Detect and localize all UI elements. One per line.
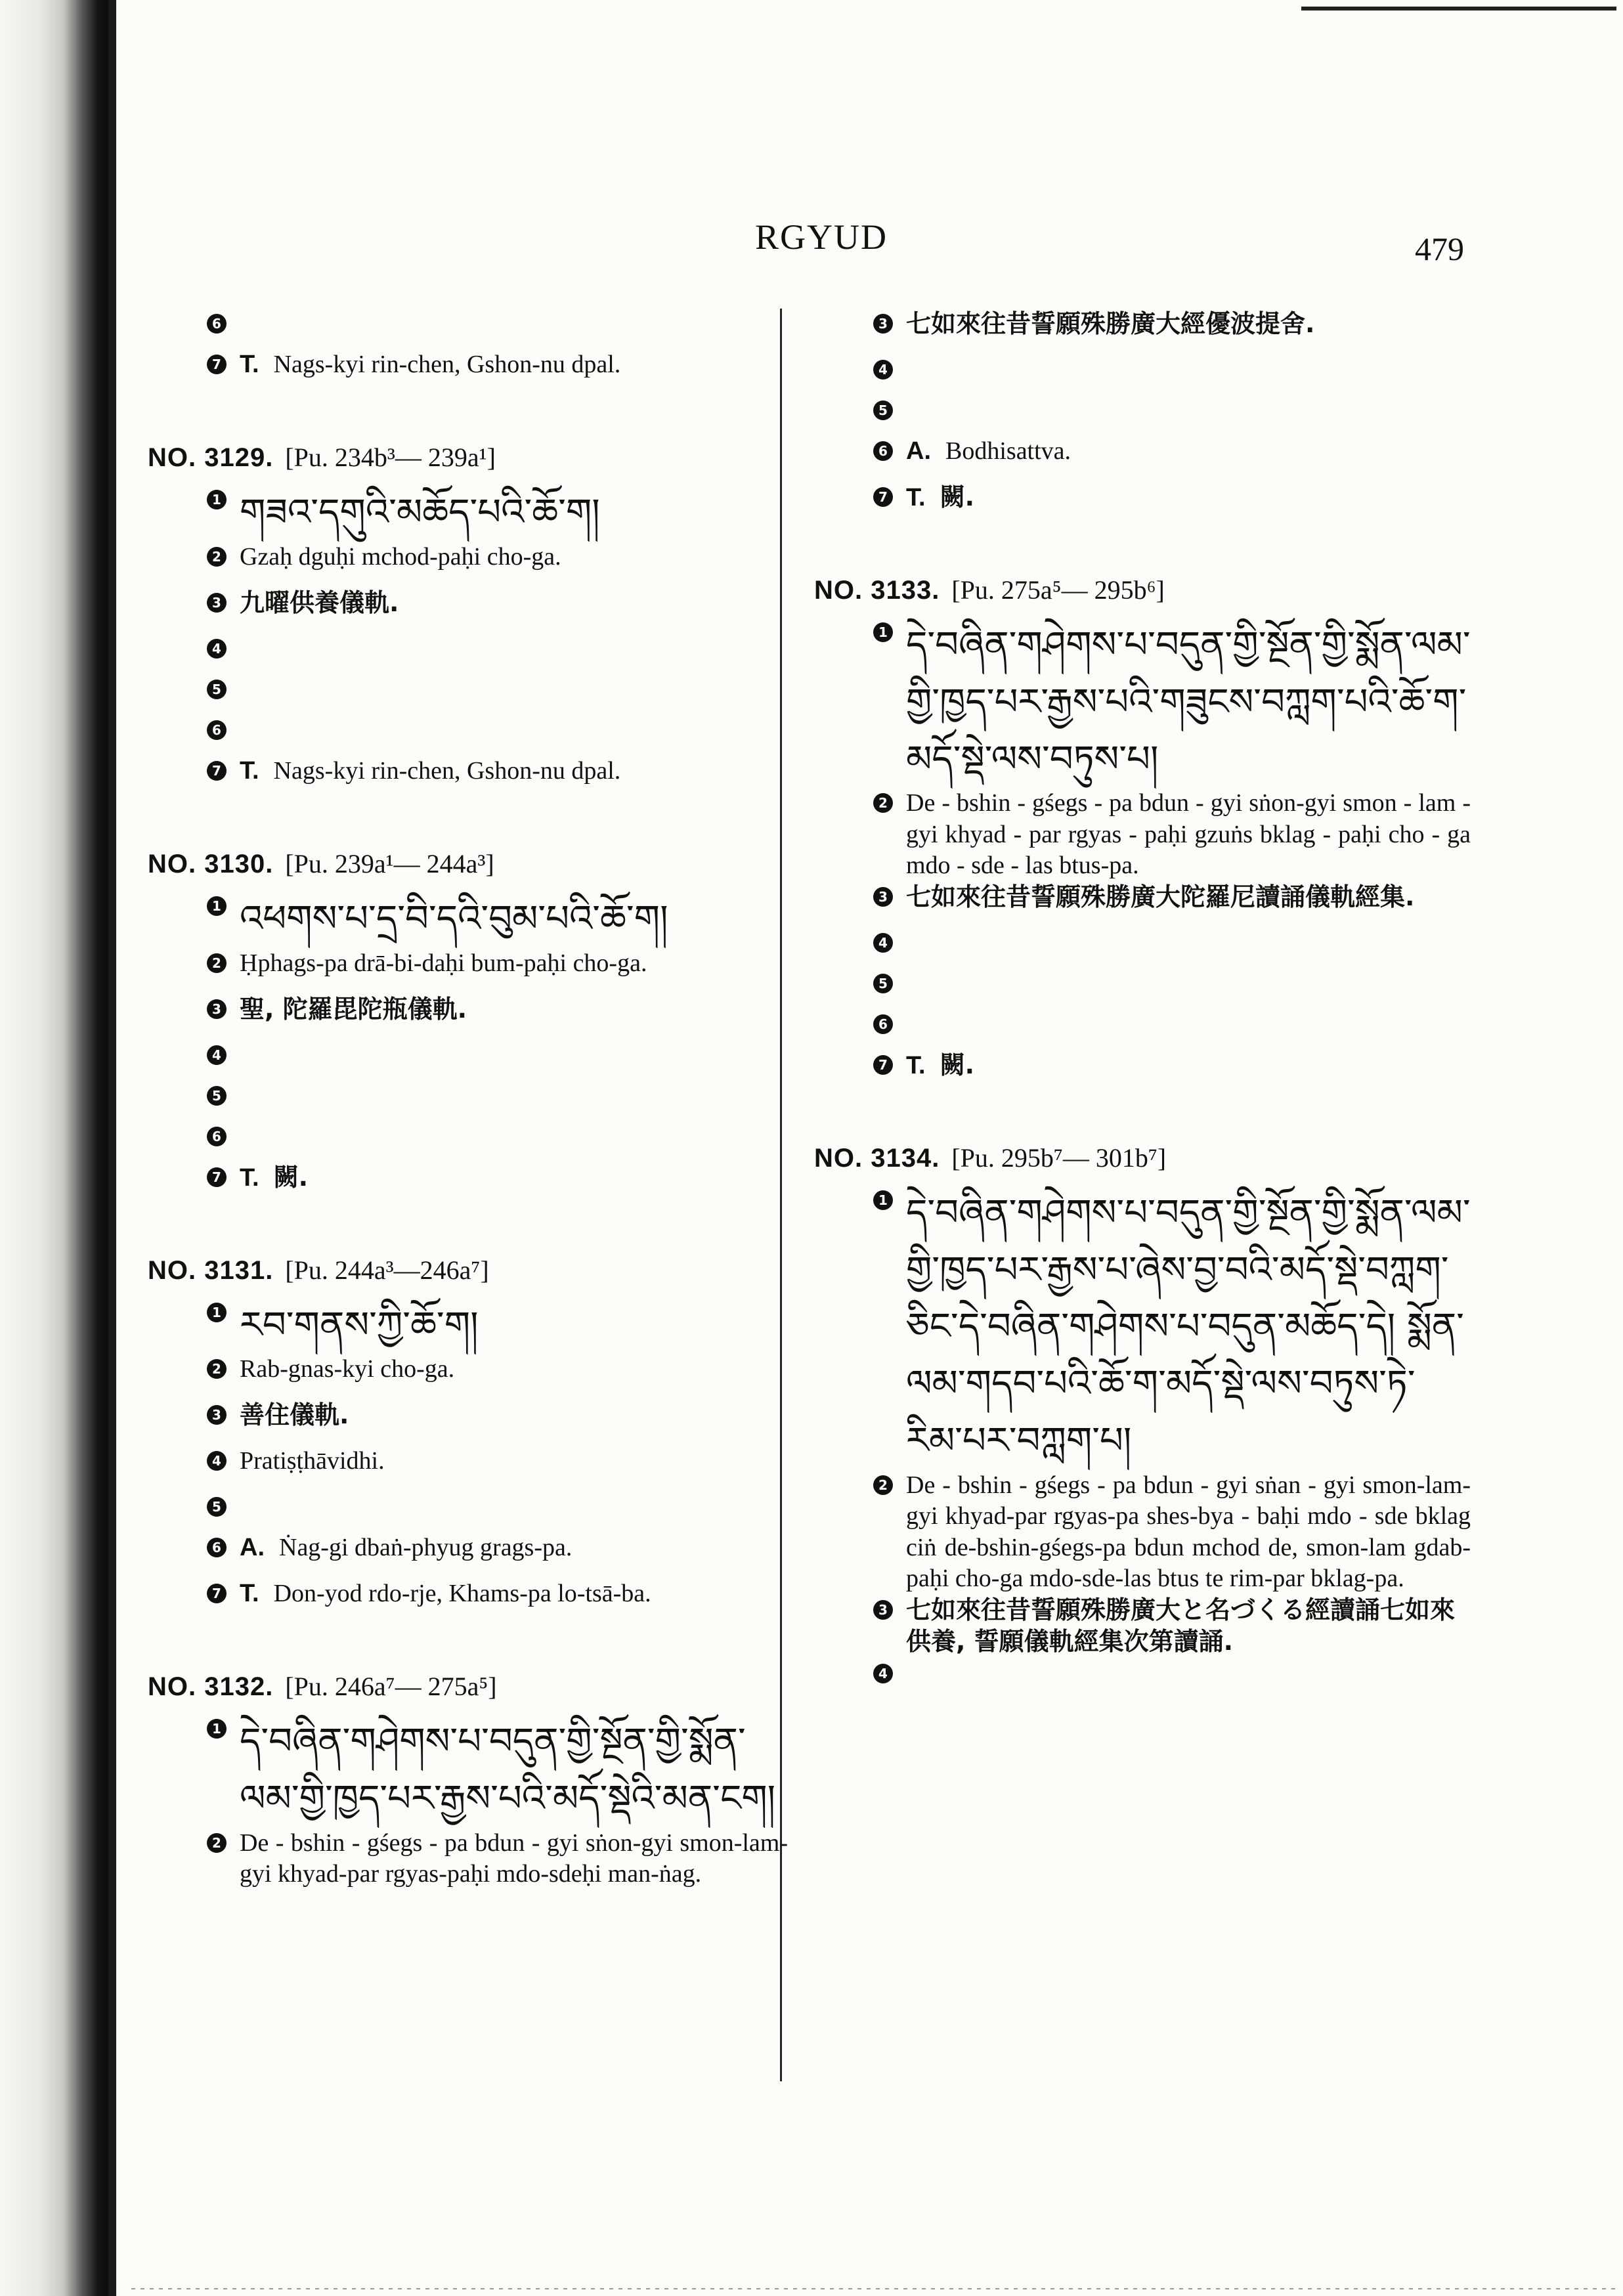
field-prefix: T. — [240, 756, 259, 785]
entry-field — [148, 994, 788, 1040]
entry-field — [148, 1354, 788, 1400]
field-number-marker: 4 — [873, 1664, 893, 1683]
entry-field — [148, 309, 788, 349]
field-text: De - bshin - gśegs - pa bdun - gyi sṅan - gyi smon-lam-gyi khyad-par rgyas-pa shes-bya - baḥi mdo - sde bklag ciṅ de-bshin-gśegs-pa bdun mchod de, smon-lam gdab-paḥi cho-ga mdo-sde-las btus te rim-par bklag-pa. — [906, 1471, 1471, 1593]
entry-field — [814, 436, 1471, 482]
entry-field — [148, 1446, 788, 1492]
field-number-marker: 7 — [873, 487, 893, 507]
field-prefix: A. — [240, 1534, 265, 1562]
field-text: Ṅag-gi dbaṅ-phyug grags-pa. — [279, 1534, 573, 1562]
field-number-marker: 7 — [207, 761, 227, 781]
tibetan-title: འཕགས་པ་དྲ་བི་དའི་བུམ་པའི་ཆོ་ག། — [240, 897, 668, 940]
entry-field — [814, 1658, 1471, 1699]
field-number-marker: 1 — [207, 1303, 227, 1322]
entry-number: NO. 3132. — [148, 1672, 274, 1702]
bottom-edge-rule — [131, 2288, 1615, 2289]
field-number-marker: 7 — [207, 1167, 227, 1187]
book-gutter-edge — [108, 0, 116, 2296]
field-number-marker: 3 — [207, 1405, 227, 1425]
field-prefix: T. — [240, 1580, 259, 1608]
chinese-title: 闕. — [273, 1162, 308, 1192]
entry-field — [814, 482, 1471, 528]
field-number-marker: 4 — [207, 639, 227, 659]
field-number-marker: 6 — [207, 1538, 227, 1557]
entry-field — [814, 882, 1471, 928]
entry-number: NO. 3131. — [148, 1255, 274, 1285]
entry-field — [148, 1040, 788, 1081]
field-number-marker: 2 — [207, 1833, 227, 1853]
chinese-title: 聖, 陀羅毘陀瓶儀軌. — [240, 994, 467, 1024]
field-prefix: T. — [906, 1051, 926, 1079]
field-number-marker: 7 — [873, 1055, 893, 1075]
entry-field — [148, 1297, 788, 1354]
entry-field — [148, 715, 788, 756]
field-number-marker: 5 — [873, 974, 893, 993]
field-number-marker: 6 — [873, 1014, 893, 1034]
field-number-marker: 5 — [207, 1497, 227, 1517]
entry-field — [148, 674, 788, 715]
entry-field — [814, 355, 1471, 395]
field-text: Rab-gnas-kyi cho-ga. — [240, 1355, 455, 1383]
entry-field — [814, 395, 1471, 436]
entry-field — [814, 1595, 1471, 1658]
entry-field — [148, 891, 788, 948]
entry-field — [814, 1470, 1471, 1595]
page-number: 479 — [1415, 230, 1464, 267]
chinese-title: 七如來往昔誓願殊勝廣大陀羅尼讀誦儀軌經集. — [906, 882, 1415, 911]
field-number-marker: 3 — [207, 593, 227, 613]
entry-number: NO. 3130. — [148, 849, 274, 878]
field-number-marker: 1 — [207, 896, 227, 916]
field-number-marker: 5 — [207, 1086, 227, 1106]
entry-field — [148, 1081, 788, 1121]
entry-heading — [148, 1254, 788, 1287]
entry-heading — [148, 1670, 788, 1703]
running-head: RGYUD — [755, 217, 888, 257]
field-number-marker: 2 — [207, 547, 227, 567]
field-number-marker: 3 — [207, 999, 227, 1019]
field-number-marker: 6 — [207, 314, 227, 334]
entry-field — [148, 756, 788, 802]
entry-heading — [814, 1142, 1471, 1175]
field-number-marker: 2 — [873, 1475, 893, 1495]
tibetan-title: རབ་གནས་ཀྱི་ཆོ་ག། — [240, 1303, 479, 1347]
field-text: Nags-kyi rin-chen, Gshon-nu dpal. — [273, 351, 621, 378]
book-spine-shadow — [0, 0, 115, 2296]
chinese-title: 九曜供養儀軌. — [240, 588, 399, 617]
entry-heading — [148, 441, 788, 474]
entry-field — [148, 542, 788, 588]
entry-field — [148, 1714, 788, 1828]
entry-folio-ref: [Pu. 239a¹— 244a³] — [285, 848, 494, 878]
entry-heading — [148, 848, 788, 880]
entry-folio-ref: [Pu. 275a⁵— 295b⁶] — [951, 575, 1165, 605]
entry-field — [148, 1400, 788, 1446]
field-prefix: T. — [240, 1163, 259, 1192]
field-text: Bodhisattva. — [945, 437, 1071, 465]
entry-field — [148, 1828, 788, 1890]
entry-field — [148, 1162, 788, 1208]
entry-field — [148, 485, 788, 542]
field-number-marker: 1 — [873, 1190, 893, 1210]
field-number-marker: 1 — [207, 1719, 227, 1739]
field-number-marker: 3 — [873, 887, 893, 907]
chinese-title: 善住儀軌. — [240, 1400, 349, 1430]
entry-field — [814, 1185, 1471, 1470]
field-number-marker: 5 — [873, 401, 893, 420]
field-number-marker: 3 — [873, 1600, 893, 1620]
entry-field — [148, 1121, 788, 1162]
field-prefix: T. — [906, 484, 926, 511]
field-number-marker: 1 — [207, 490, 227, 509]
entry-field — [814, 617, 1471, 788]
field-number-marker: 6 — [207, 1127, 227, 1146]
tibetan-title: དེ་བཞིན་གཤེགས་པ་བདུན་གྱི་སྔོན་གྱི་སྨོན་ལམ་གྱི་ཁྱད་པར་རྒྱས་པའི་གཟུངས་བཀླག་པའི་ཆོ་ག་མདོ་སྡེ་ལས་བཏུས་པ། — [906, 624, 1471, 781]
field-text: Pratiṣṭhāvidhi. — [240, 1447, 385, 1475]
field-number-marker: 7 — [207, 1584, 227, 1603]
entry-field — [814, 1050, 1471, 1096]
field-number-marker: 2 — [207, 1359, 227, 1379]
entry-field — [814, 788, 1471, 882]
entry-folio-ref: [Pu. 234b³— 239a¹] — [285, 443, 496, 472]
tibetan-title: དེ་བཞིན་གཤེགས་པ་བདུན་གྱི་སྔོན་གྱི་སྨོན་ལམ་གྱི་ཁྱད་པར་རྒྱས་པ་ཞེས་བྱ་བའི་མདོ་སྡེ་བཀླག་ཅིང་དེ་བཞིན་གཤེགས་པ་བདུན་མཆོད་དེ། སྨོན་ལམ་གདབ་པའི་ཆོ་ག་མདོ་སྡེ་ལས་བཏུས་ཏེ་རིམ་པར་བཀླག་པ། — [906, 1191, 1471, 1463]
field-text: De - bshin - gśegs - pa bdun - gyi sṅon-gyi smon - lam - gyi khyad - par rgyas - paḥi gzuṅs bklag - paḥi cho - ga mdo - sde - las btus-pa. — [906, 789, 1471, 880]
field-prefix: A. — [906, 437, 931, 465]
entry-number: NO. 3129. — [148, 443, 274, 472]
field-number-marker: 4 — [207, 1451, 227, 1471]
entry-field — [148, 1532, 788, 1578]
entry-heading — [814, 574, 1471, 607]
field-number-marker: 7 — [207, 355, 227, 374]
entry-number: NO. 3134. — [814, 1143, 940, 1173]
entry-field — [148, 948, 788, 994]
entry-field — [814, 928, 1471, 968]
field-number-marker: 4 — [207, 1045, 227, 1065]
tibetan-title: དེ་བཞིན་གཤེགས་པ་བདུན་གྱི་སྔོན་གྱི་སྨོན་ལམ་གྱི་ཁྱད་པར་རྒྱས་པའི་མདོ་སྡེའི་མན་ངག། — [240, 1720, 776, 1821]
tibetan-title: གཟའ་དགུའི་མཆོད་པའི་ཆོ་ག། — [240, 491, 600, 534]
chinese-title: 七如來往昔誓願殊勝廣大經優波提舍. — [906, 309, 1315, 338]
field-text: De - bshin - gśegs - pa bdun - gyi sṅon-gyi smon-lam-gyi khyad-par rgyas-paḥi mdo-sdeḥi man-ṅag. — [240, 1829, 788, 1888]
entry-field — [814, 1009, 1471, 1050]
entry-field — [148, 1492, 788, 1532]
entry-field — [148, 1578, 788, 1624]
entry-field — [148, 349, 788, 395]
field-number-marker: 2 — [207, 953, 227, 973]
field-number-marker: 1 — [873, 622, 893, 642]
entry-folio-ref: [Pu. 246a⁷— 275a⁵] — [285, 1672, 497, 1702]
field-number-marker: 3 — [873, 314, 893, 334]
field-number-marker: 6 — [873, 441, 893, 461]
chinese-title: 七如來往昔誓願殊勝廣大と名づくる經讀誦七如來供養, 誓願儀軌經集次第讀誦. — [906, 1595, 1456, 1657]
field-text: Nags-kyi rin-chen, Gshon-nu dpal. — [273, 756, 621, 785]
field-text: Ḥphags-pa drā-bi-daḥi bum-paḥi cho-ga. — [240, 949, 647, 977]
chinese-title: 闕. — [940, 483, 974, 511]
field-number-marker: 4 — [873, 360, 893, 379]
entry-field — [814, 309, 1471, 355]
field-text: Don-yod rdo-rje, Khams-pa lo-tsā-ba. — [273, 1580, 651, 1608]
field-number-marker: 6 — [207, 720, 227, 740]
field-text: Gzaḥ dguḥi mchod-paḥi cho-ga. — [240, 542, 561, 571]
entry-field — [814, 968, 1471, 1009]
field-number-marker: 4 — [873, 933, 893, 953]
left-column — [148, 309, 788, 1890]
field-number-marker: 2 — [873, 793, 893, 813]
entry-number: NO. 3133. — [814, 576, 940, 605]
entry-folio-ref: [Pu. 244a³—246a⁷] — [285, 1255, 489, 1285]
entry-field — [148, 634, 788, 674]
entry-field — [148, 588, 788, 634]
right-column — [814, 309, 1471, 1699]
field-prefix: T. — [240, 351, 259, 378]
entry-folio-ref: [Pu. 295b⁷— 301b⁷] — [951, 1142, 1167, 1173]
field-number-marker: 5 — [207, 680, 227, 699]
chinese-title: 闕. — [940, 1050, 974, 1079]
top-edge-rule — [1301, 7, 1616, 11]
